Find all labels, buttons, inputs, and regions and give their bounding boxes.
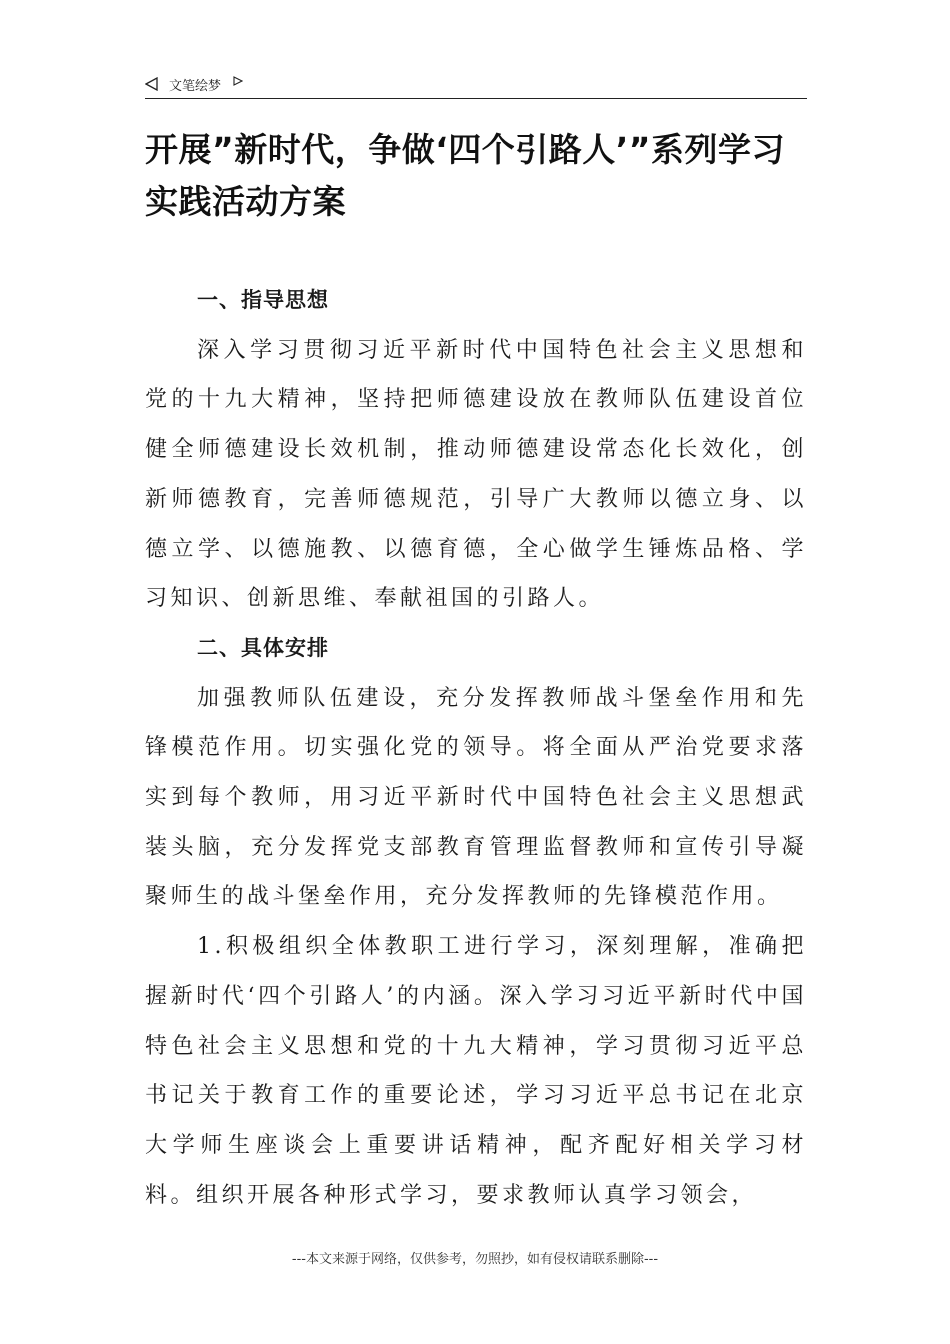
- body-paragraph: 1.积极组织全体教职工进行学习，深刻理解，准确把握新时代‘四个引路人’的内涵。深入学习习近平新时代中国特色社会主义思想和党的十九大精神，学习贯彻习近平总书记关于教育工作的重要论述，学习习近平总书记在北京大学师生座谈会上重要讲话精神，配齐配好相关学习材料。组织开展各种形式学习，要求教师认真学习领会，: [145, 934, 807, 1208]
- document-body: [145, 276, 807, 1220]
- triangle-left-outline-icon: [145, 77, 159, 91]
- header-brand: 文笔绘梦: [169, 79, 222, 94]
- document-title: 开展”新时代，争做‘四个引路人’”系列学习实践活动方案: [145, 130, 785, 221]
- body-paragraph: 深入学习贯彻习近平新时代中国特色社会主义思想和党的十九大精神，坚持把师德建设放在教师队伍建设首位健全师德建设长效机制，推动师德建设常态化长效化，创新师德教育，完善师德规范，引导广大教师以德立身、以德立学、以德施教、以德育德，全心做学生锤炼品格、学习知识、创新思维、奉献祖国的引路人。: [145, 337, 807, 612]
- section-heading: 一、指导思想: [197, 288, 329, 312]
- body-paragraph: 加强教师队伍建设，充分发挥教师战斗堡垒作用和先锋模范作用。切实强化党的领导。将全面从严治党要求落实到每个教师，用习近平新时代中国特色社会主义思想武装头脑，充分发挥党支部教育管理监督教师和宣传引导凝聚师生的战斗堡垒作用，充分发挥教师的先锋模范作用。: [145, 685, 807, 910]
- page-footer-disclaimer: ---本文来源于网络，仅供参考，勿照抄，如有侵权请联系删除---: [291, 1252, 659, 1267]
- section-heading: 二、具体安排: [197, 635, 329, 660]
- page-header: [145, 72, 807, 99]
- triangle-right-outline-icon: [233, 76, 243, 86]
